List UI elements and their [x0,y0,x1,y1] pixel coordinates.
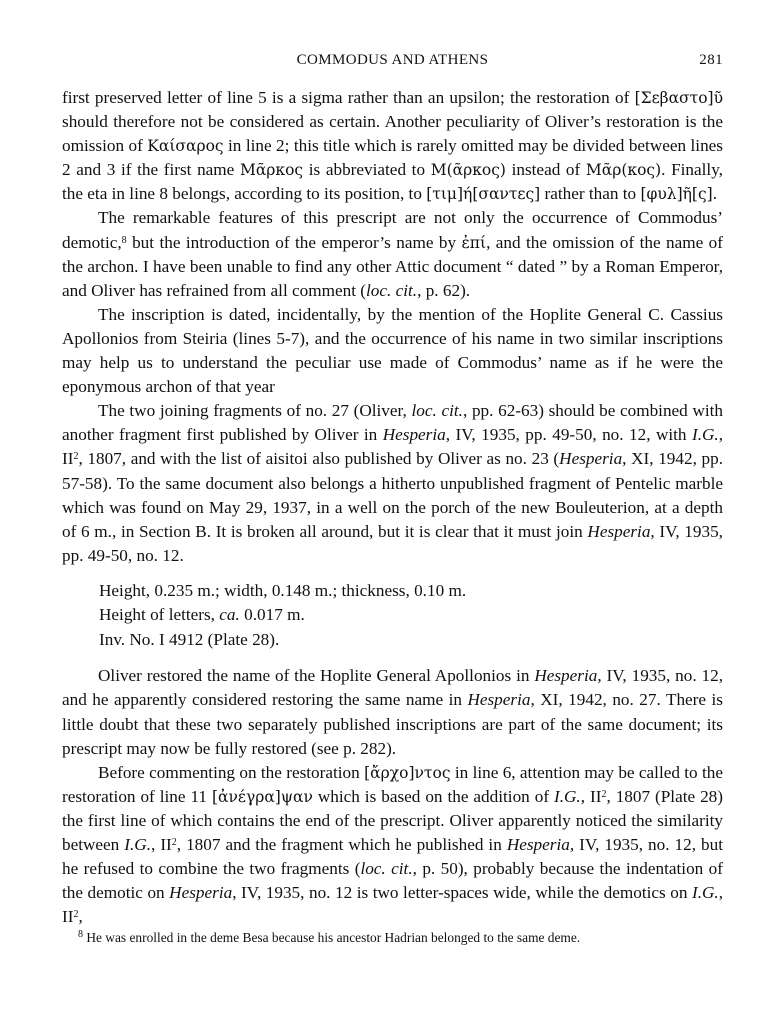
greek-text: Καίσαρος [147,137,224,156]
footnote [62,929,723,947]
greek-text: ἐπί [461,233,487,252]
paragraph-4: The two joining fragments of no. 27 (Oliver, loc. cit., pp. 62-63) should be combined with another fragment first published by Oliver in Hesperia, IV, 1935, pp. 49-50, no. 12, with I.G., $II^2$, 1807, and with the list of aisitoi also published by Oliver as no. 23 (Hesperia, XI, 1942, pp. 57-58). To the same document also belongs a hitherto unpublished fragment of Pentelic marble which was found on May 29, 1937, in a well on the porch of the new Bouleuterion, at a depth of 6 m., in Section B. It is broken all around, but it is clear that it must join Hesperia, IV, 1935, pp. 49-50, no. 12. [62,401,724,565]
spec-inventory: Inv. No. I 4912 (Plate 28). [99,629,280,649]
page-number: 281 [699,52,723,68]
greek-text: [ἄρχο]ντος [364,763,451,782]
document-page [62,52,723,947]
page-header [62,52,723,76]
body-text [62,86,723,947]
greek-text: [φυλ]ῆ[ς] [640,185,713,204]
paragraph-2: The remarkable features of this prescript are not only the occurrence of Commodus’ demotic,$^8$ but the introduction of the emperor’s name by ἐπί, and the omission of the name of the archon. I have been unable to find any other Attic document “ dated ” by a Roman Emperor, and Oliver has refrained from all comment (loc. cit., p. 62). [62,208,724,300]
greek-text: [Σεβαστο]ῦ [634,89,723,107]
paragraph-3: The inscription is dated, incidentally, by the mention of the Hoplite General C. Cassius Apollonios from Steiria (lines 5-7), and the occurrence of his name in two similar inscriptions may help us to understand the peculiar use made of Commodus’ name as if he were the eponymous archon of that year [62,304,723,397]
greek-text: [τιμ]ή[σαντες] [426,185,541,204]
greek-text: Μᾶρκος [239,161,304,180]
greek-text: Μ(ᾶρκος) [430,161,506,180]
paragraph-5: Oliver restored the name of the Hoplite General Apollonios in Hesperia, IV, 1935, no. 12, and he apparently considered restoring the same name in Hesperia, XI, 1942, no. 27. There is little doubt that these two separately published inscriptions are part of the same document; its prescript may now be fully restored (see p. 282). [62,666,724,758]
footnote-mark: 8 [78,929,83,941]
paragraph-1: first preserved letter of line 5 is a sigma rather than an upsilon; the restoration of [Σεβαστο]ῦ should therefore not be considered as certain. Another peculiarity of Oliver’s restoration is the omission of Καίσαρος in line 2; this title which is rarely omitted may be divided between lines 2 and 3 if the first name Μᾶρκος is abbreviated to Μ(ᾶρκος) instead of Μᾶρ(κος). Finally, the eta in line 8 belongs, according to its position, to [τιμ]ή[σαντες] rather than to [φυλ]ῆ[ς]. [62,88,723,204]
fragment-specifications [99,579,723,653]
greek-text: Μᾶρ(κος) [585,161,662,180]
footnote-reference[interactable]: 8 [121,234,127,246]
greek-text: [ἀνέγρα]ψαν [211,787,313,806]
footnote-text: He was enrolled in the deme Besa because his ancestor Hadrian belonged to the same deme. [83,930,581,946]
section-letter: B [195,521,207,541]
spec-dimensions: Height, 0.235 m.; width, 0.148 m.; thickness, 0.10 m. [99,580,467,600]
paragraph-6: Before commenting on the restoration [ἄρχο]ντος in line 6, attention may be called to the restoration of line 11 [ἀνέγρα]ψαν which is based on the addition of I.G., $II^2$, 1807 (Plate 28) the first line of which contains the end of the prescript. Oliver apparently noticed the similarity between I.G., $II^2$, 1807 and the fragment which he published in Hesperia, IV, 1935, no. 12, but he refused to combine the two fragments (loc. cit., p. 50), probably because the indentation of the demotic on Hesperia, IV, 1935, no. 12 is two letter-spaces wide, while the demotics on I.G., $II^2$, [62,762,724,927]
running-title: COMMODUS AND ATHENS [296,52,489,68]
spec-letter-height: Height of letters, ca. 0.017 m. [99,605,305,625]
